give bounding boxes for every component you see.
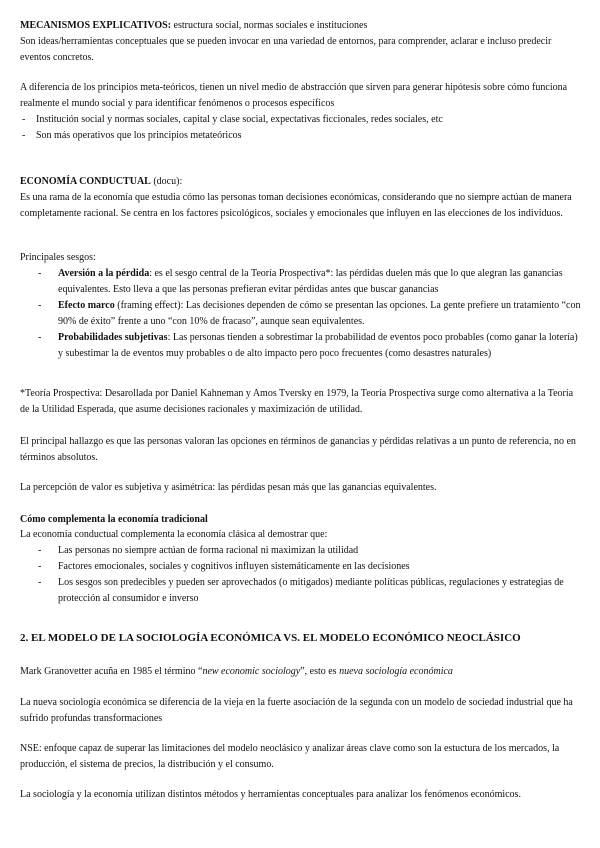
list-item xyxy=(20,330,582,362)
sesgo-text: : es el sesgo central de la Teoría Prospectiva*: las pérdidas duelen más que lo que alegran las ganancias equivalentes. Esto lleva a que las personas prefieran evitar pérdidas antes que buscar ganancias xyxy=(58,268,563,295)
mecanismos-list xyxy=(20,112,582,144)
nse-paragraph: NSE: enfoque capaz de superar las limitaciones del modelo neoclásico y analizar áreas clave como son la estuctura de los mercados, la producción, el sistema de precios, la distribución y el consumo. xyxy=(20,743,560,770)
nueva-sociologia-paragraph: La nueva sociología económica se diferencia de la vieja en la fuerte asociación de la segunda con un modelo de sociedad industrial que ha sufrido profundas transformaciones xyxy=(20,697,573,724)
granovetter-term: new economic sociology xyxy=(202,666,301,677)
teoria-prospectiva-note: *Teoría Prospectiva: Desarollada por Daniel Kahneman y Amos Tversky en 1979, la Teoría Prospectiva surge como alternativa a la Teoría de la Utilidad Esperada, que asume decisiones racionales y maximización de utilidad. xyxy=(20,388,574,415)
economia-title: ECONOMÍA CONDUCTUAL xyxy=(20,176,151,187)
sesgos-list xyxy=(20,266,582,362)
metodos-paragraph: La sociología y la economía utilizan distintos métodos y herramientas conceptuales para analizar los fenómenos económicos. xyxy=(20,789,521,800)
list-item: - Los sesgos son predecibles y pueden ser aprovechados (o mitigados) mediante políticas públicas, regulaciones y estrategias de protección al consumidor e inverso xyxy=(20,575,582,607)
sesgo-term: Probabilidades subjetivas xyxy=(58,332,168,343)
sesgos-title: Principales sesgos: xyxy=(20,252,96,263)
sesgo-term: Efecto marco xyxy=(58,300,115,311)
list-item: - Institución social y normas sociales, capital y clase social, expectativas ficcionales, redes sociales, etc xyxy=(20,112,582,128)
sesgo-text: (framing effect): Las decisiones dependen de cómo se presentan las opciones. La gente prefiere un tratamiento “con 90% de éxito” frente a uno “con 10% de fracaso”, aunque sean equivalentes. xyxy=(58,300,581,327)
list-item: - Factores emocionales, sociales y cognitivos influyen sistemáticamente en las decisiones xyxy=(20,559,582,575)
mecanismos-heading xyxy=(20,18,582,34)
economia-paragraph: Es una rama de la economía que estudia cómo las personas toman decisiones económicas, considerando que no siempre actúan de manera completamente racional. Se centra en los factores psicológicos, sociales y emocionales que influyen en las elecciones de los individuos. xyxy=(20,192,572,219)
hallazgo-paragraph: El principal hallazgo es que las personas valoran las opciones en términos de ganancias y pérdidas relativas a un punto de referencia, no en términos absolutos. xyxy=(20,436,576,463)
granovetter-term-2: nueva sociología económica xyxy=(339,666,453,677)
sesgo-term: Aversión a la pérdida xyxy=(58,268,150,279)
economia-heading xyxy=(20,174,582,190)
list-item: - Son más operativos que los principios metateóricos xyxy=(20,128,582,144)
granovetter-mid: ”, esto es xyxy=(300,666,340,677)
mecanismos-title: MECANISMOS EXPLICATIVOS: xyxy=(20,20,172,31)
granovetter-pre: Mark Granovetter acuña en 1985 el término “ xyxy=(20,666,203,677)
list-item xyxy=(20,298,582,330)
sesgo-text: : Las personas tienden a sobrestimar la probabilidad de eventos poco probables (como ganar la lotería) y subestimar la de eventos muy probables o de alto impacto pero poco frecuentes (como desastres naturales) xyxy=(58,332,578,359)
list-item xyxy=(20,266,582,298)
section-2-heading: 2. EL MODELO DE LA SOCIOLOGÍA ECONÓMICA VS. EL MODELO ECONÓMICO NEOCLÁSICO xyxy=(20,632,521,644)
mecanismos-paragraph-1: Son ideas/herramientas conceptuales que se pueden invocar en una variedad de entornos, para comprender, aclarar e incluso predecir eventos concretos. xyxy=(20,36,552,63)
complementa-title: Cómo complementa la economía tradicional xyxy=(20,514,208,525)
complementa-paragraph: La economía conductual complementa la economía clásica al demostrar que: xyxy=(20,529,328,540)
percepcion-paragraph: La percepción de valor es subjetiva y asimétrica: las pérdidas pesan más que las ganancias equivalentes. xyxy=(20,482,437,493)
economia-title-suffix: (docu): xyxy=(150,176,183,187)
complementa-list xyxy=(20,543,582,607)
list-item: - Las personas no siempre actúan de forma racional ni maximizan la utilidad xyxy=(20,543,582,559)
granovetter-paragraph xyxy=(20,664,582,680)
mecanismos-subtitle: estructura social, normas sociales e instituciones xyxy=(171,20,368,31)
mecanismos-paragraph-2: A diferencia de los principios meta-teóricos, tienen un nivel medio de abstracción que sirven para generar hipótesis sobre cómo funciona realmente el mundo social y para identificar fenómenos o procesos específicos xyxy=(20,82,568,109)
